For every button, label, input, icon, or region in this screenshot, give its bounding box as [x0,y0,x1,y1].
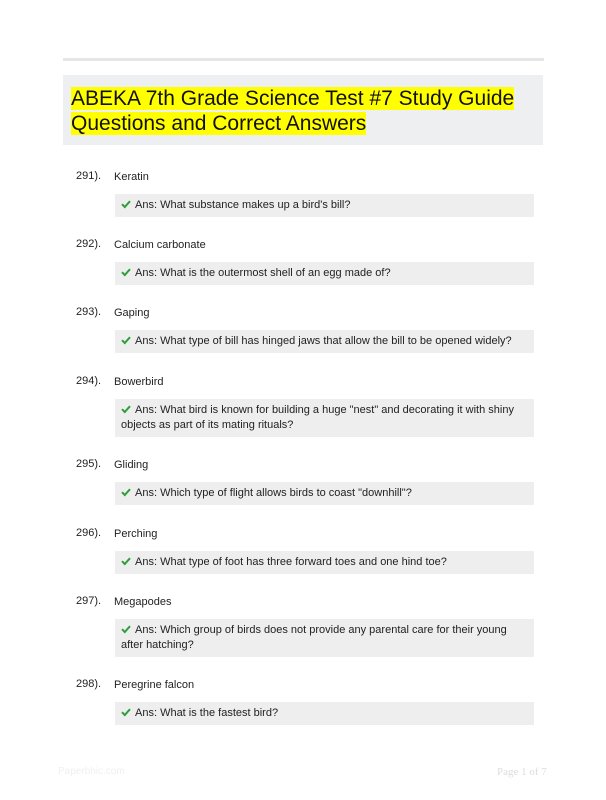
question-text: Calcium carbonate [114,239,206,251]
answer-text: Ans: What is the fastest bird? [135,707,279,719]
question-text: Perching [114,528,158,540]
checkmark-icon [121,624,131,634]
question-number: 297). [76,595,102,607]
question-number: 294). [76,375,102,387]
question-text: Bowerbird [114,376,164,388]
question-text: Gliding [114,459,149,471]
page-indicator: Page 1 of 7 [497,766,547,778]
question-text: Gaping [114,307,150,319]
answer-box [115,551,534,574]
answer-box [115,399,534,437]
answer-text: Ans: What type of bill has hinged jaws that allow the bill to be opened widely? [135,335,512,347]
answer-text: Ans: Which group of birds does not provide any parental care for their young after hatching? [121,624,507,651]
checkmark-icon [121,487,131,497]
answer-box [115,482,534,505]
checkmark-icon [121,267,131,277]
question-number: 295). [76,458,102,470]
checkmark-icon [121,199,131,209]
question-number: 298). [76,678,102,690]
answer-box [115,619,534,657]
answer-text: Ans: What is the outermost shell of an egg made of? [135,267,391,279]
answer-box [115,702,534,725]
top-divider [63,58,544,61]
answer-box [115,262,534,285]
question-number: 291). [76,170,102,182]
question-text: Keratin [114,171,149,183]
checkmark-icon [121,335,131,345]
answer-text: Ans: What substance makes up a bird's bill? [135,199,351,211]
checkmark-icon [121,404,131,414]
question-number: 296). [76,527,102,539]
answer-box [115,194,534,217]
checkmark-icon [121,707,131,717]
answer-text: Ans: Which type of flight allows birds to coast "downhill"? [135,487,412,499]
title-banner [63,75,543,145]
question-text: Peregrine falcon [114,679,195,691]
answer-box [115,330,534,353]
answer-text: Ans: What type of foot has three forward toes and one hind toe? [135,556,447,568]
page-title: ABEKA 7th Grade Science Test #7 Study Guide Questions and Correct Answers [71,87,515,135]
answer-text: Ans: What bird is known for building a huge "nest" and decorating it with shiny objects as part of its mating rituals? [121,404,514,431]
question-number: 293). [76,306,102,318]
question-text: Megapodes [114,596,172,608]
footer-watermark: Paperbhic.com [58,766,125,777]
question-number: 292). [76,238,102,250]
checkmark-icon [121,556,131,566]
